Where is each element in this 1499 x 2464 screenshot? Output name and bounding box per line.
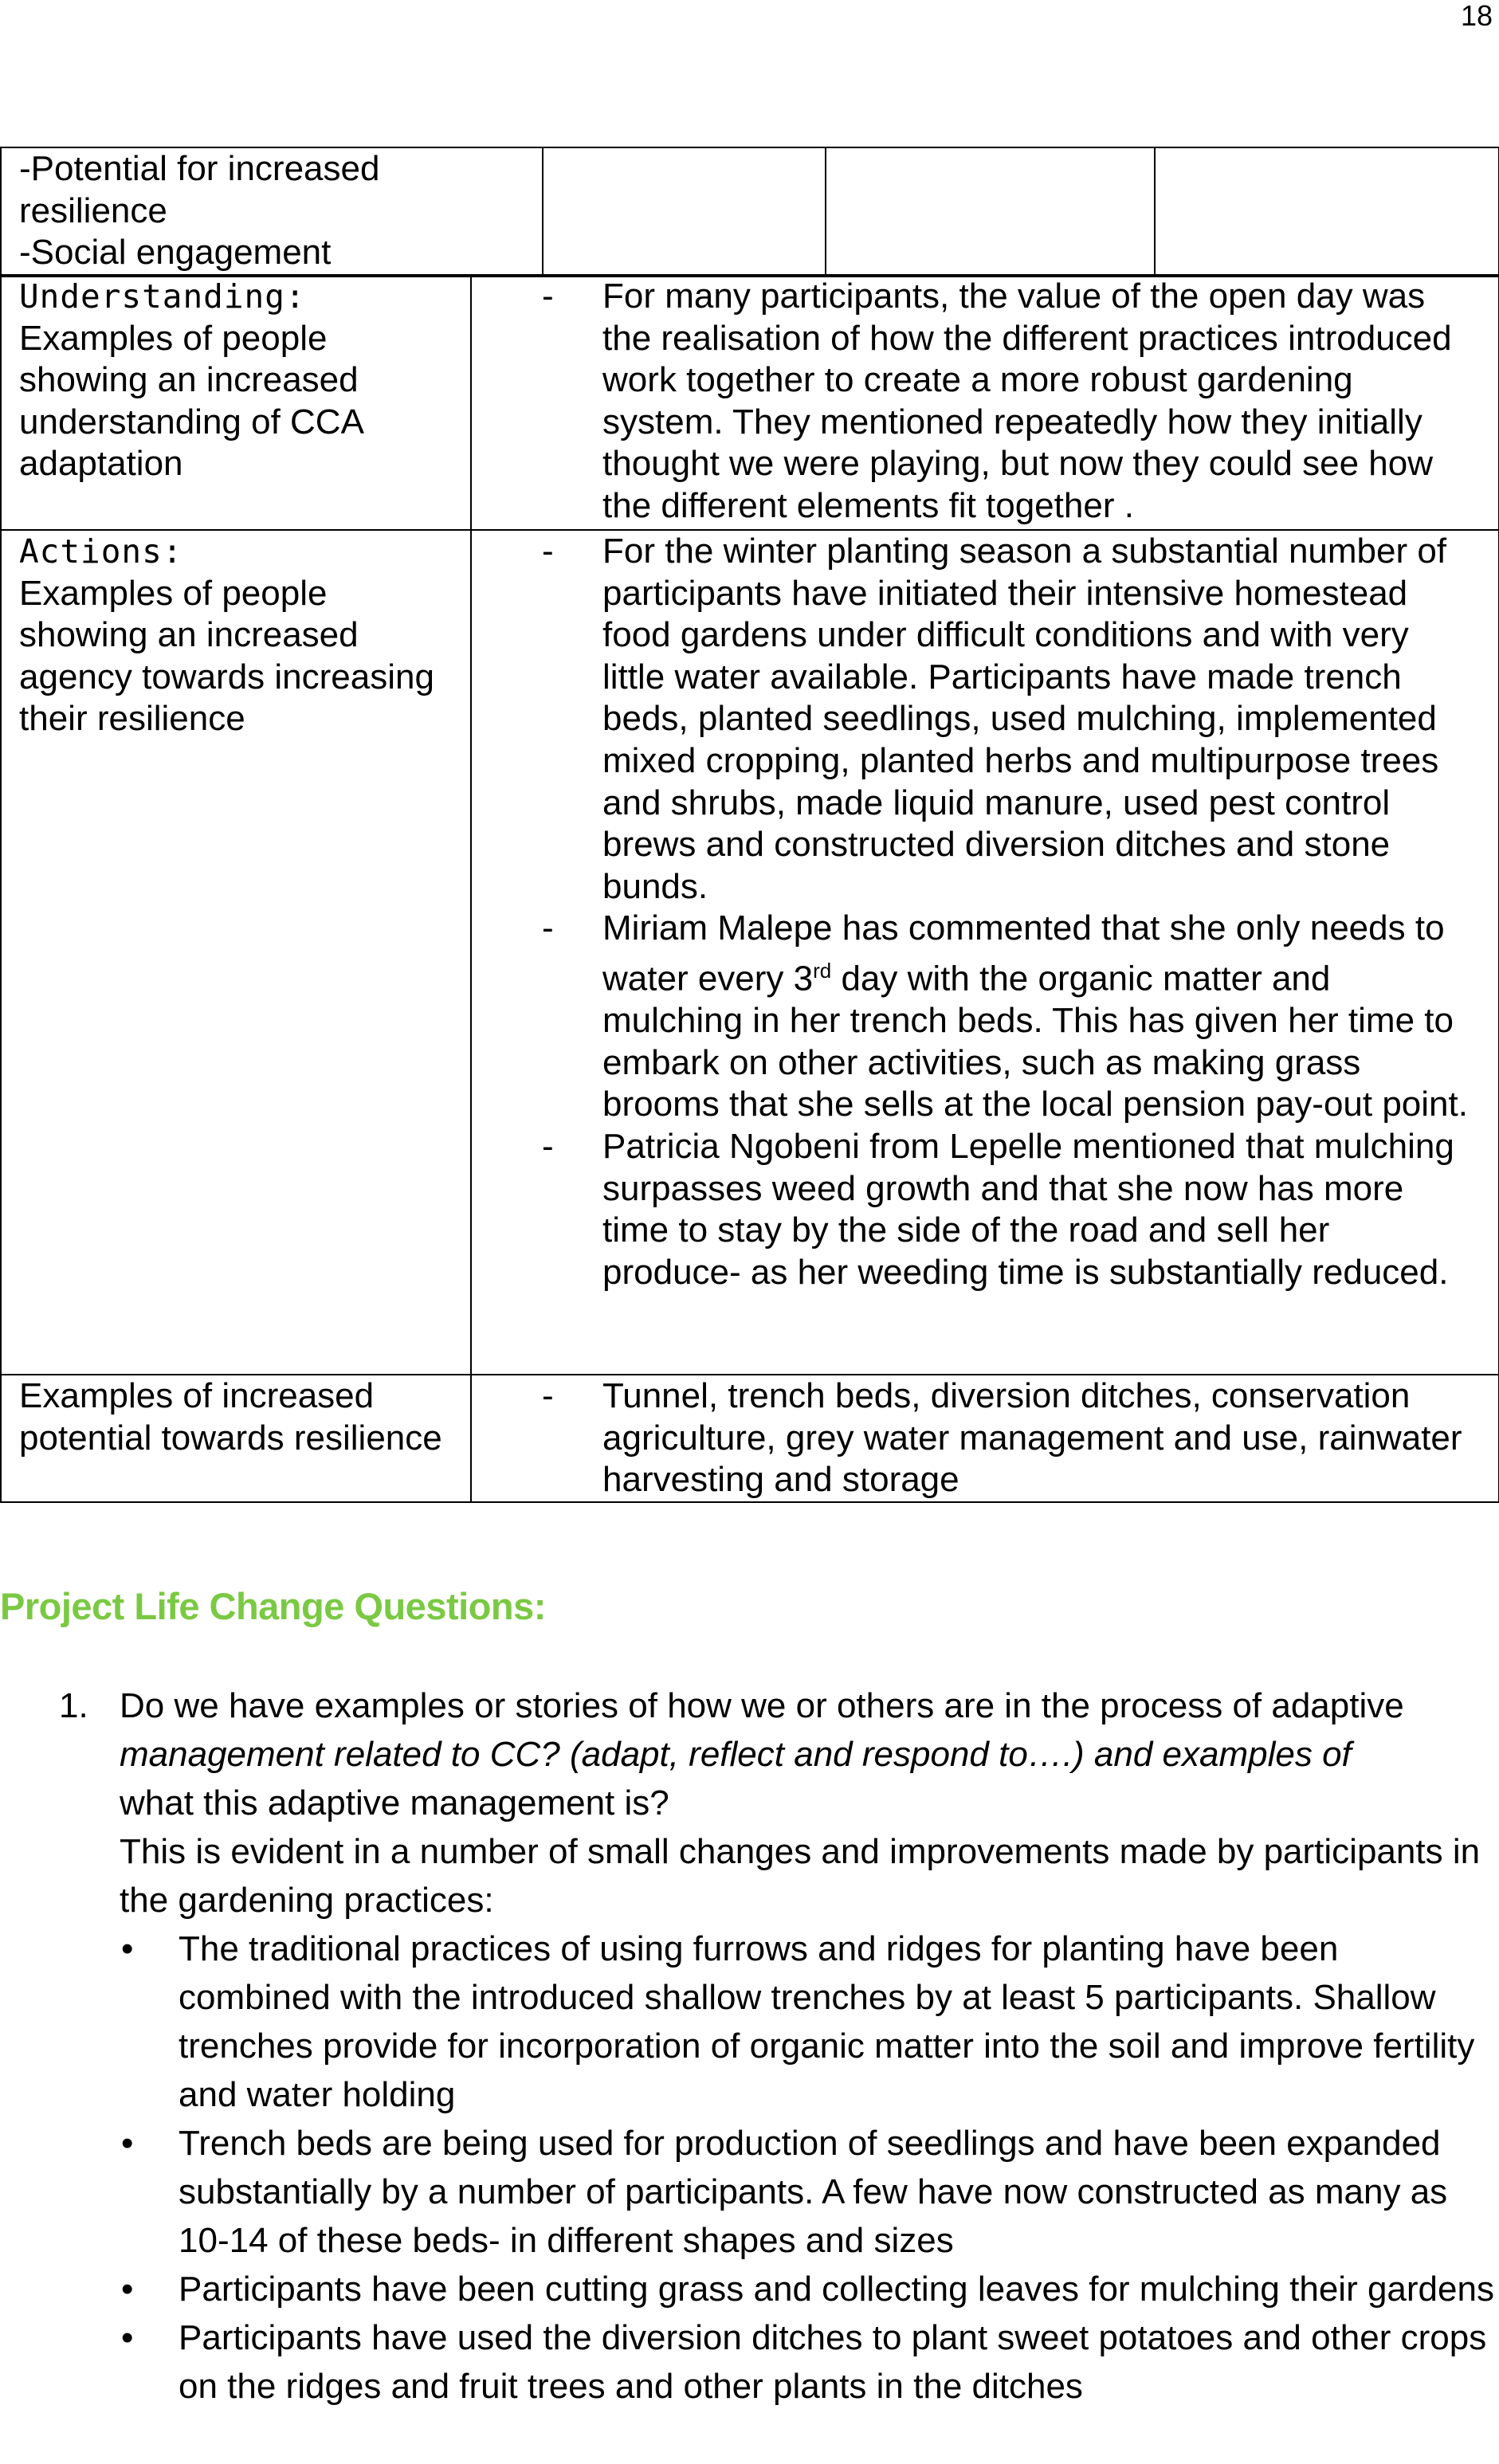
empty-cell [543,147,826,277]
question-text: Do we have examples or stories of how we or others are in the process of adaptive [120,1686,1404,1725]
table-row [1,275,1499,530]
row-label-cell [1,275,471,530]
list-item [59,2313,1498,2411]
bullet-text: Participants have used the diversion ditches to plant sweet potatoes and other crops on the ridges and fruit trees and other plants in the ditches [179,2318,1487,2406]
bullet-icon: • [121,2318,134,2357]
row-label-cell [1,1375,471,1502]
row-description: Examples of people showing an increased agency towards increasing their resilience [19,573,434,739]
question-text: what this adaptive management is? [120,1783,669,1822]
bullet-text: Trench beds are being used for production of seedlings and have been expanded substantially by a number of participants. A few have now constructed as many as 10-14 of these beds- in different shapes and sizes [179,2124,1448,2260]
first-row-line: resilience [19,190,167,230]
list-item: - For many participants, the value of the open day was the realisation of how the different practices introduced work together to create a more robust gardening system. They mentioned repeatedly how they initially thought we were playing, but now they could see how the different elements fit together . [542,276,1473,528]
list-item: - For the winter planting season a substantial number of participants have initiated their intensive homestead food gardens under difficult conditions and with very little water available. Participants have made trench beds, planted seedlings, used mulching, implemented mixed cropping, planted herbs and multipurpose trees and shrubs, made liquid manure, used pest control brews and constructed diversion ditches and stone bunds. [542,531,1473,908]
bullet-icon: • [121,1929,134,1968]
first-row-label-cell [1,147,543,277]
row-label-cell [1,530,471,1375]
bullet-text: Participants have been cutting grass and collecting leaves for mulching their gardens [179,2270,1494,2309]
list-item [59,2265,1498,2313]
question-text-italic: management related to CC? (adapt, reflect and respond to….) and examples of [120,1735,1352,1774]
bullet-list [59,1925,1498,2411]
row-description: Examples of increased potential towards resilience [19,1376,442,1458]
ordinal-suffix: rd [813,958,832,983]
table-row [1,530,1499,1375]
list-item [59,1925,1498,2119]
list-item: - Miriam Malepe has commented that she only needs to water every 3rd day with the organic matter and mulching in her trench beds. This has given her time to embark on other activities, such as making grass brooms that she sells at the local pension pay-out point. [542,908,1473,1126]
results-table-continued [0,274,1499,1503]
table-row [1,147,1499,277]
empty-cell [826,147,1155,277]
row-content-cell [471,275,1499,530]
bullet-icon: • [121,2270,134,2309]
list-item: - Patricia Ngobeni from Lepelle mentioned that mulching surpasses weed growth and that she now has more time to stay by the side of the road and sell her produce- as her weeding time is substantially reduced. [542,1126,1473,1293]
list-item: - Tunnel, trench beds, diversion ditches, conservation agriculture, grey water management and use, rainwater harvesting and storage [542,1375,1473,1501]
list-item [59,2119,1498,2265]
answer-intro: This is evident in a number of small changes and improvements made by participants in the gardening practices: [120,1832,1481,1920]
first-row-line: -Potential for increased [19,149,380,188]
section-title: Project Life Change Questions: [0,1585,546,1627]
bullet-text: The traditional practices of using furrows and ridges for planting have been combined with the introduced shallow trenches by at least 5 participants. Shallow trenches provide for incorporation of organic matter into the soil and improve fertility and water holding [179,1929,1475,2114]
table-row [1,1375,1499,1502]
empty-cell [1155,147,1499,277]
bullet-icon: • [121,2124,134,2163]
first-row-line: -Social engagement [19,233,332,273]
page-number: 18 [1460,0,1493,32]
results-table [0,147,1499,277]
row-description: Examples of people showing an increased understanding of CCA adaptation [19,318,363,484]
row-content-cell [471,1375,1499,1502]
numbered-question [59,1681,1498,2411]
row-content-cell [471,530,1499,1375]
row-heading: Understanding: [19,277,306,316]
row-heading: Actions: [19,532,183,571]
question-number: 1. [59,1686,88,1725]
